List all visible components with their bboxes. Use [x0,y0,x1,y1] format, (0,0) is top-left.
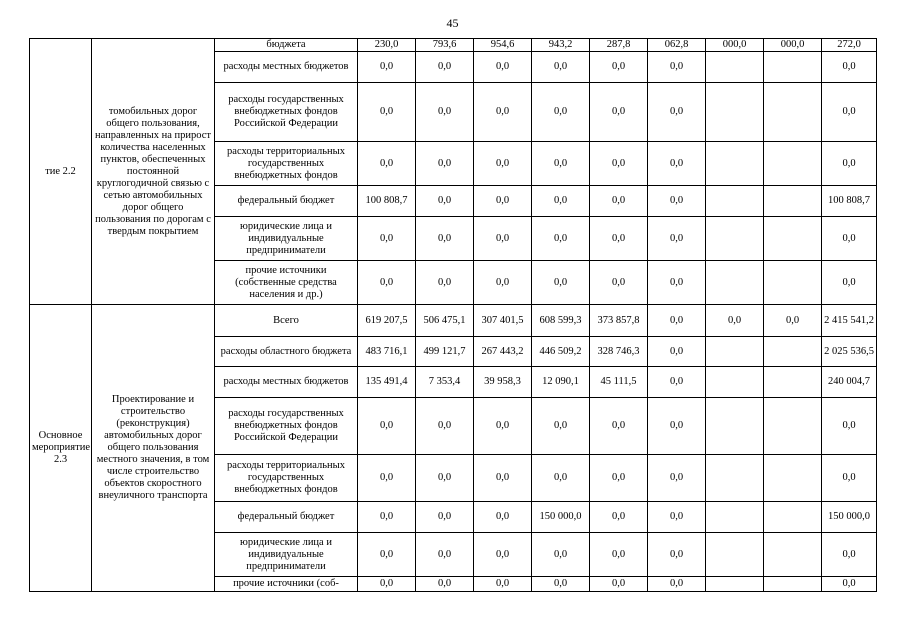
funding-source: расходы местных бюджетов [215,367,358,398]
funding-source: Всего [215,305,358,337]
funding-source: расходы местных бюджетов [215,52,358,83]
value-cell [706,502,764,533]
value-cell: 7 353,4 [416,367,474,398]
value-cell: 0,0 [590,83,648,142]
value-cell: 0,0 [648,455,706,502]
value-cell [764,533,822,577]
value-cell: 0,0 [648,337,706,367]
total-value-cell: 100 808,7 [822,186,877,217]
value-cell: 446 509,2 [532,337,590,367]
value-cell: 793,6 [416,39,474,52]
value-cell: 0,0 [358,502,416,533]
value-cell [764,261,822,305]
value-cell: 0,0 [474,502,532,533]
value-cell: 373 857,8 [590,305,648,337]
total-value-cell: 0,0 [822,455,877,502]
value-cell: 0,0 [358,217,416,261]
value-cell: 0,0 [532,455,590,502]
total-value-cell: 0,0 [822,577,877,592]
value-cell [706,398,764,455]
page-number: 45 [446,16,459,30]
value-cell: 0,0 [474,455,532,502]
value-cell [706,217,764,261]
value-cell: 0,0 [590,577,648,592]
value-cell: 0,0 [532,261,590,305]
value-cell: 0,0 [532,398,590,455]
value-cell [764,52,822,83]
value-cell: 0,0 [474,398,532,455]
value-cell: 0,0 [474,533,532,577]
value-cell: 0,0 [590,52,648,83]
value-cell [706,83,764,142]
value-cell: 0,0 [648,142,706,186]
funding-source: расходы государственных внебюджетных фондов Российской Федерации [215,398,358,455]
total-value-cell: 272,0 [822,39,877,52]
value-cell [764,83,822,142]
value-cell: 0,0 [532,83,590,142]
value-cell: 0,0 [416,142,474,186]
value-cell: 0,0 [474,186,532,217]
value-cell [706,186,764,217]
value-cell: 000,0 [764,39,822,52]
value-cell [706,533,764,577]
event-name: томобильных дорог общего пользования, направленных на прирост количества населенных пунктов, обеспеченных постоянной круглогодичной связью с сетью автомобильных дорог общего пользования по дорогам с твердым покрытием [92,39,215,305]
event-code: Основное мероприятие 2.3 [30,305,92,592]
value-cell [706,142,764,186]
funding-source: юридические лица и индивидуальные предприниматели [215,533,358,577]
table-row [30,305,877,337]
value-cell: 0,0 [590,261,648,305]
value-cell: 100 808,7 [358,186,416,217]
value-cell: 483 716,1 [358,337,416,367]
value-cell: 0,0 [416,398,474,455]
funding-source: юридические лица и индивидуальные предприниматели [215,217,358,261]
total-value-cell: 0,0 [822,533,877,577]
value-cell: 0,0 [648,577,706,592]
value-cell: 12 090,1 [532,367,590,398]
event-name: Проектирование и строительство (реконструкция) автомобильных дорог общего пользования местного значения, в том числе строительство объектов скоростного внеуличного транспорта [92,305,215,592]
value-cell: 328 746,3 [590,337,648,367]
value-cell: 0,0 [358,398,416,455]
value-cell: 499 121,7 [416,337,474,367]
value-cell [706,261,764,305]
value-cell: 0,0 [590,142,648,186]
value-cell [764,217,822,261]
total-value-cell: 2 025 536,5 [822,337,877,367]
value-cell: 0,0 [648,83,706,142]
value-cell: 0,0 [590,502,648,533]
value-cell: 0,0 [706,305,764,337]
value-cell: 0,0 [416,83,474,142]
value-cell: 0,0 [416,533,474,577]
value-cell: 0,0 [416,577,474,592]
value-cell: 0,0 [590,186,648,217]
funding-source: расходы областного бюджета [215,337,358,367]
total-value-cell: 0,0 [822,83,877,142]
value-cell: 150 000,0 [532,502,590,533]
total-value-cell: 0,0 [822,52,877,83]
value-cell: 0,0 [416,217,474,261]
value-cell: 0,0 [358,52,416,83]
value-cell [764,367,822,398]
funding-source: федеральный бюджет [215,502,358,533]
funding-source: бюджета [215,39,358,52]
value-cell [764,337,822,367]
value-cell: 0,0 [648,502,706,533]
value-cell: 0,0 [474,83,532,142]
funding-source: расходы территориальных государственных внебюджетных фондов [215,455,358,502]
funding-table [29,38,877,592]
value-cell [706,455,764,502]
total-value-cell: 0,0 [822,217,877,261]
value-cell: 0,0 [532,577,590,592]
value-cell: 000,0 [706,39,764,52]
value-cell: 0,0 [474,52,532,83]
value-cell: 0,0 [358,261,416,305]
value-cell [764,142,822,186]
value-cell: 0,0 [358,83,416,142]
value-cell: 0,0 [474,577,532,592]
value-cell: 307 401,5 [474,305,532,337]
funding-source: расходы государственных внебюджетных фондов Российской Федерации [215,83,358,142]
value-cell: 0,0 [590,217,648,261]
value-cell: 0,0 [532,186,590,217]
value-cell: 0,0 [648,261,706,305]
total-value-cell: 2 415 541,2 [822,305,877,337]
value-cell: 0,0 [648,533,706,577]
value-cell [764,186,822,217]
value-cell: 062,8 [648,39,706,52]
value-cell: 619 207,5 [358,305,416,337]
value-cell: 0,0 [416,52,474,83]
value-cell: 0,0 [648,305,706,337]
value-cell: 45 111,5 [590,367,648,398]
value-cell: 0,0 [648,367,706,398]
value-cell [706,337,764,367]
value-cell: 0,0 [416,261,474,305]
total-value-cell: 150 000,0 [822,502,877,533]
value-cell: 0,0 [416,186,474,217]
value-cell: 0,0 [416,502,474,533]
value-cell: 954,6 [474,39,532,52]
total-value-cell: 0,0 [822,398,877,455]
table-body [30,39,877,592]
value-cell: 0,0 [648,52,706,83]
value-cell: 0,0 [358,455,416,502]
value-cell: 0,0 [474,142,532,186]
value-cell: 943,2 [532,39,590,52]
value-cell: 0,0 [358,142,416,186]
total-value-cell: 240 004,7 [822,367,877,398]
value-cell: 0,0 [474,261,532,305]
value-cell: 0,0 [648,186,706,217]
value-cell: 0,0 [648,217,706,261]
value-cell: 0,0 [358,577,416,592]
value-cell: 0,0 [532,217,590,261]
value-cell: 0,0 [532,533,590,577]
value-cell [706,367,764,398]
value-cell [764,577,822,592]
total-value-cell: 0,0 [822,142,877,186]
value-cell: 0,0 [648,398,706,455]
value-cell [706,52,764,83]
value-cell [706,577,764,592]
value-cell: 0,0 [416,455,474,502]
value-cell: 506 475,1 [416,305,474,337]
value-cell: 230,0 [358,39,416,52]
funding-source: прочие источники (соб- [215,577,358,592]
value-cell: 267 443,2 [474,337,532,367]
event-code: тие 2.2 [30,39,92,305]
table-row [30,39,877,52]
funding-source: федеральный бюджет [215,186,358,217]
value-cell: 0,0 [590,533,648,577]
value-cell: 0,0 [590,455,648,502]
funding-source: прочие источники (собственные средства населения и др.) [215,261,358,305]
value-cell: 0,0 [532,142,590,186]
total-value-cell: 0,0 [822,261,877,305]
value-cell: 0,0 [764,305,822,337]
value-cell [764,455,822,502]
value-cell: 287,8 [590,39,648,52]
value-cell: 0,0 [358,533,416,577]
value-cell: 608 599,3 [532,305,590,337]
value-cell [764,502,822,533]
value-cell: 39 958,3 [474,367,532,398]
value-cell: 135 491,4 [358,367,416,398]
value-cell: 0,0 [590,398,648,455]
value-cell: 0,0 [474,217,532,261]
funding-source: расходы территориальных государственных внебюджетных фондов [215,142,358,186]
value-cell [764,398,822,455]
value-cell: 0,0 [532,52,590,83]
